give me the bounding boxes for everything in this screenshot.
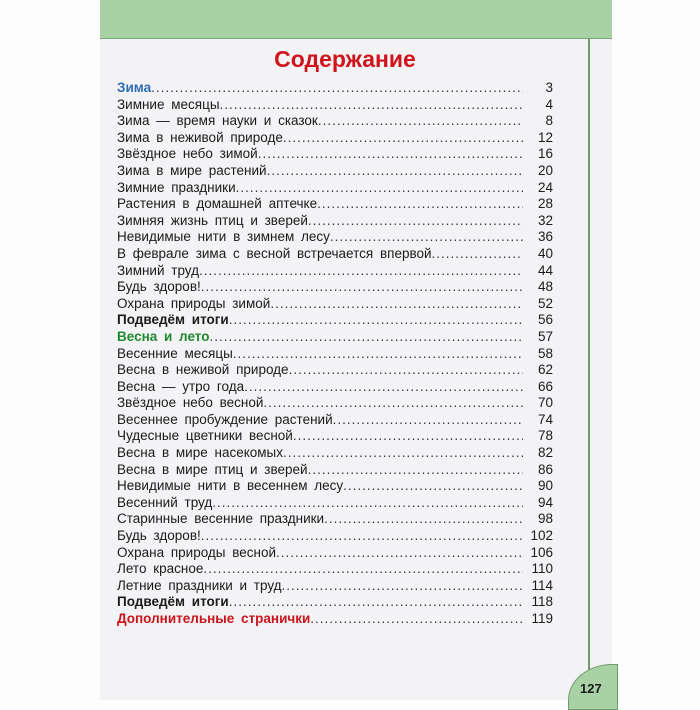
header-band xyxy=(100,0,612,39)
toc-entry xyxy=(117,561,553,578)
toc-entry-label: Весна в мире птиц и зверей xyxy=(117,461,308,477)
toc-entry-page: 70 xyxy=(537,395,553,411)
toc-entry-page: 12 xyxy=(537,129,553,145)
toc-entry-label: Звёздное небо весной xyxy=(117,395,264,411)
toc-entry-page: 3 xyxy=(545,80,553,95)
toc-entry-page: 78 xyxy=(537,428,553,444)
leader-dots xyxy=(283,130,523,145)
table-of-contents xyxy=(117,80,553,628)
toc-entry xyxy=(117,246,553,263)
toc-entry-page: 58 xyxy=(537,345,553,361)
toc-entry-label: Зимние месяцы xyxy=(117,96,220,112)
toc-entry-label: Подведём итоги xyxy=(117,312,229,328)
toc-entry-label: Зима xyxy=(117,80,152,95)
leader-dots xyxy=(212,495,523,510)
toc-entry-label: Старинные весенние праздники xyxy=(117,511,325,527)
toc-entry-page: 62 xyxy=(537,362,553,378)
toc-entry-label: Зимний труд xyxy=(117,262,199,278)
toc-entry xyxy=(117,362,553,379)
toc-entry-page: 48 xyxy=(537,279,553,295)
leader-dots xyxy=(199,263,523,278)
leader-dots xyxy=(233,346,523,361)
toc-entry xyxy=(117,428,553,445)
leader-dots xyxy=(432,246,523,261)
toc-entry-label: Дополнительные странички xyxy=(117,611,311,626)
leader-dots xyxy=(282,578,523,593)
toc-entry xyxy=(117,263,553,280)
leader-dots xyxy=(330,229,523,244)
toc-entry xyxy=(117,379,553,396)
toc-entry-label: Летние праздники и труд xyxy=(117,577,282,593)
toc-entry-label: Невидимые нити в зимнем лесу xyxy=(117,229,330,245)
toc-entry xyxy=(117,163,553,180)
leader-dots xyxy=(310,611,523,626)
toc-entry xyxy=(117,594,553,611)
leader-dots xyxy=(270,296,523,311)
leader-dots xyxy=(236,180,523,195)
book-page xyxy=(100,0,612,700)
toc-entry-page: 106 xyxy=(530,544,553,560)
toc-entry-label: Чудесные цветники весной xyxy=(117,428,293,444)
toc-entry xyxy=(117,180,553,197)
toc-entry-label: Лето красное xyxy=(117,561,204,577)
toc-entry xyxy=(117,296,553,313)
toc-entry-page: 56 xyxy=(537,312,553,328)
toc-entry-label: Зима в мире растений xyxy=(117,162,267,178)
toc-entry-page: 98 xyxy=(537,511,553,527)
toc-entry-page: 114 xyxy=(531,577,553,593)
toc-entry xyxy=(117,545,553,562)
toc-entry xyxy=(117,113,553,130)
toc-entry-label: Зима — время науки и сказок xyxy=(117,113,318,129)
leader-dots xyxy=(308,213,523,228)
page-title: Содержание xyxy=(274,46,416,72)
leader-dots xyxy=(203,561,523,576)
toc-entry xyxy=(117,196,553,213)
toc-entry xyxy=(117,462,553,479)
leader-dots xyxy=(244,379,523,394)
leader-dots xyxy=(343,478,523,493)
leader-dots xyxy=(263,395,523,410)
leader-dots xyxy=(229,312,523,327)
leader-dots xyxy=(151,80,523,95)
leader-dots xyxy=(201,279,523,294)
toc-entry-label: Весна в мире насекомых xyxy=(117,445,284,461)
leader-dots xyxy=(317,196,523,211)
leader-dots xyxy=(289,362,523,377)
toc-entry xyxy=(117,312,553,329)
toc-entry-page: 24 xyxy=(537,179,553,195)
toc-entry-page: 4 xyxy=(545,96,553,112)
toc-entry-page: 90 xyxy=(537,478,553,494)
toc-entry xyxy=(117,146,553,163)
toc-entry xyxy=(117,346,553,363)
toc-entry-page: 36 xyxy=(537,229,553,245)
toc-entry-label: Охрана природы зимой xyxy=(117,295,271,311)
toc-entry-page: 86 xyxy=(537,461,553,477)
toc-entry-label: Весна — утро года xyxy=(117,378,245,394)
toc-entry xyxy=(117,279,553,296)
toc-entry-page: 8 xyxy=(545,113,553,129)
toc-entry-page: 94 xyxy=(537,494,553,510)
toc-entry-label: Невидимые нити в весеннем лесу xyxy=(117,478,344,494)
toc-entry-label: Зима в неживой природе xyxy=(117,129,283,145)
leader-dots xyxy=(293,428,523,443)
toc-entry-page: 20 xyxy=(537,162,553,178)
toc-entry-label: Весна и лето xyxy=(117,328,210,344)
leader-dots xyxy=(283,445,523,460)
toc-entry-page: 16 xyxy=(537,146,553,162)
toc-entry xyxy=(117,495,553,512)
leader-dots xyxy=(220,97,523,112)
leader-dots xyxy=(324,511,523,526)
leader-dots xyxy=(308,462,523,477)
toc-entry xyxy=(117,611,553,628)
toc-entry-label: Звёздное небо зимой xyxy=(117,146,258,162)
leader-dots xyxy=(333,412,523,427)
leader-dots xyxy=(258,146,523,161)
toc-entry-label: Весна в неживой природе xyxy=(117,362,289,378)
toc-entry-label: Охрана природы весной xyxy=(117,544,277,560)
leader-dots xyxy=(209,329,523,344)
toc-entry-page: 32 xyxy=(537,212,553,228)
toc-entry xyxy=(117,528,553,545)
leader-dots xyxy=(201,528,523,543)
toc-entry-page: 119 xyxy=(531,611,553,626)
toc-entry-label: В феврале зима с весной встречается впервой xyxy=(117,245,432,261)
toc-entry-label: Зимние праздники xyxy=(117,179,236,195)
toc-entry xyxy=(117,130,553,147)
toc-entry-label: Весенний труд xyxy=(117,494,213,510)
toc-entry-page: 40 xyxy=(537,245,553,261)
toc-entry-page: 74 xyxy=(537,411,553,427)
toc-entry xyxy=(117,329,553,346)
toc-entry-page: 82 xyxy=(537,445,553,461)
toc-entry-page: 57 xyxy=(537,328,553,344)
toc-entry-label: Подведём итоги xyxy=(117,594,229,610)
toc-entry xyxy=(117,80,553,97)
margin-rule xyxy=(588,39,590,679)
toc-entry-label: Зимняя жизнь птиц и зверей xyxy=(117,212,308,228)
toc-entry xyxy=(117,395,553,412)
toc-entry xyxy=(117,445,553,462)
toc-entry xyxy=(117,578,553,595)
toc-entry-page: 52 xyxy=(537,295,553,311)
toc-entry xyxy=(117,229,553,246)
page-number: 127 xyxy=(580,681,602,696)
toc-entry-label: Будь здоров! xyxy=(117,279,201,295)
toc-entry-label: Растения в домашней аптечке xyxy=(117,196,318,212)
toc-entry xyxy=(117,478,553,495)
toc-entry-page: 110 xyxy=(531,561,553,577)
toc-entry-page: 44 xyxy=(537,262,553,278)
toc-entry xyxy=(117,97,553,114)
leader-dots xyxy=(229,594,523,609)
toc-entry xyxy=(117,213,553,230)
leader-dots xyxy=(276,545,523,560)
toc-entry xyxy=(117,511,553,528)
toc-entry-label: Весенние месяцы xyxy=(117,345,233,361)
toc-entry-page: 102 xyxy=(530,528,553,544)
toc-entry xyxy=(117,412,553,429)
toc-entry-page: 118 xyxy=(531,594,553,610)
leader-dots xyxy=(267,163,523,178)
toc-entry-page: 28 xyxy=(537,196,553,212)
toc-entry-label: Будь здоров! xyxy=(117,528,201,544)
toc-entry-page: 66 xyxy=(537,378,553,394)
leader-dots xyxy=(318,113,523,128)
toc-entry-label: Весеннее пробуждение растений xyxy=(117,411,333,427)
